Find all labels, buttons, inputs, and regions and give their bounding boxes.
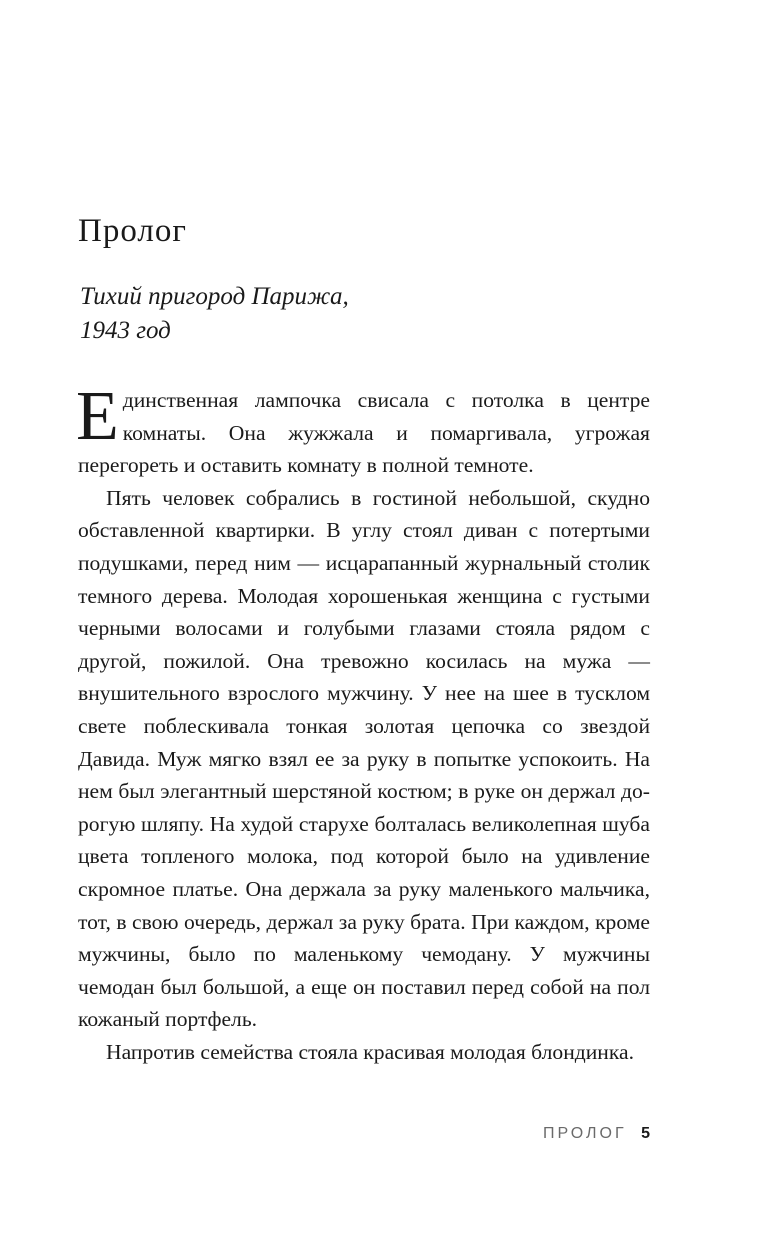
drop-cap: Е: [76, 378, 119, 455]
epigraph: [80, 280, 349, 348]
page-number: 5: [641, 1125, 650, 1142]
paragraph-1: [76, 378, 650, 482]
epigraph-line-place: Тихий пригород Парижа,: [80, 283, 349, 310]
running-head: ПРОЛОГ: [542, 1125, 627, 1142]
paragraph-1-text: динственная лампочка свисала с потолка в центре комнаты. Она жужжала и помаргивала, угрожая перегореть и оставить комнату в полной темноте.: [78, 388, 650, 478]
epigraph-line-year: 1943 год: [80, 317, 171, 344]
paragraph-2: Пять человек собрались в гостиной небольшой, скудно обставленной квартирки. В углу стоял диван с потертыми подушками, перед ним — исцарапанный журнальный столик темного дерева. Молодая хорошенькая женщина с густыми черными волосами и голубыми глазами стояла рядом с другой, пожилой. Она тревожно косилась на мужа — внушительного взрослого мужчину. У нее на шее в тусклом свете поблескивала тонкая золотая цепочка со звездой Давида. Муж мягко взял ее за руку в попытке успокоить. На нем был элегантный шерстяной костюм; в руке он держал дорогую шляпу. На худой старухе болталась великолепная шуба цвета топленого молока, под которой было на удивление скромное платье. Она держала за руку маленького мальчика, тот, в свою очередь, держал за руку брата. При каждом, кроме мужчины, было по маленькому чемодану. У мужчины чемодан был большой, а еще он поставил перед собой на пол кожаный портфель.: [78, 485, 650, 1032]
page-footer: [543, 1124, 650, 1144]
paragraph-3: Напротив семейства стояла красивая молодая блондинка.: [106, 1039, 635, 1064]
body-text: [76, 378, 650, 1068]
chapter-title: Пролог: [78, 213, 187, 249]
